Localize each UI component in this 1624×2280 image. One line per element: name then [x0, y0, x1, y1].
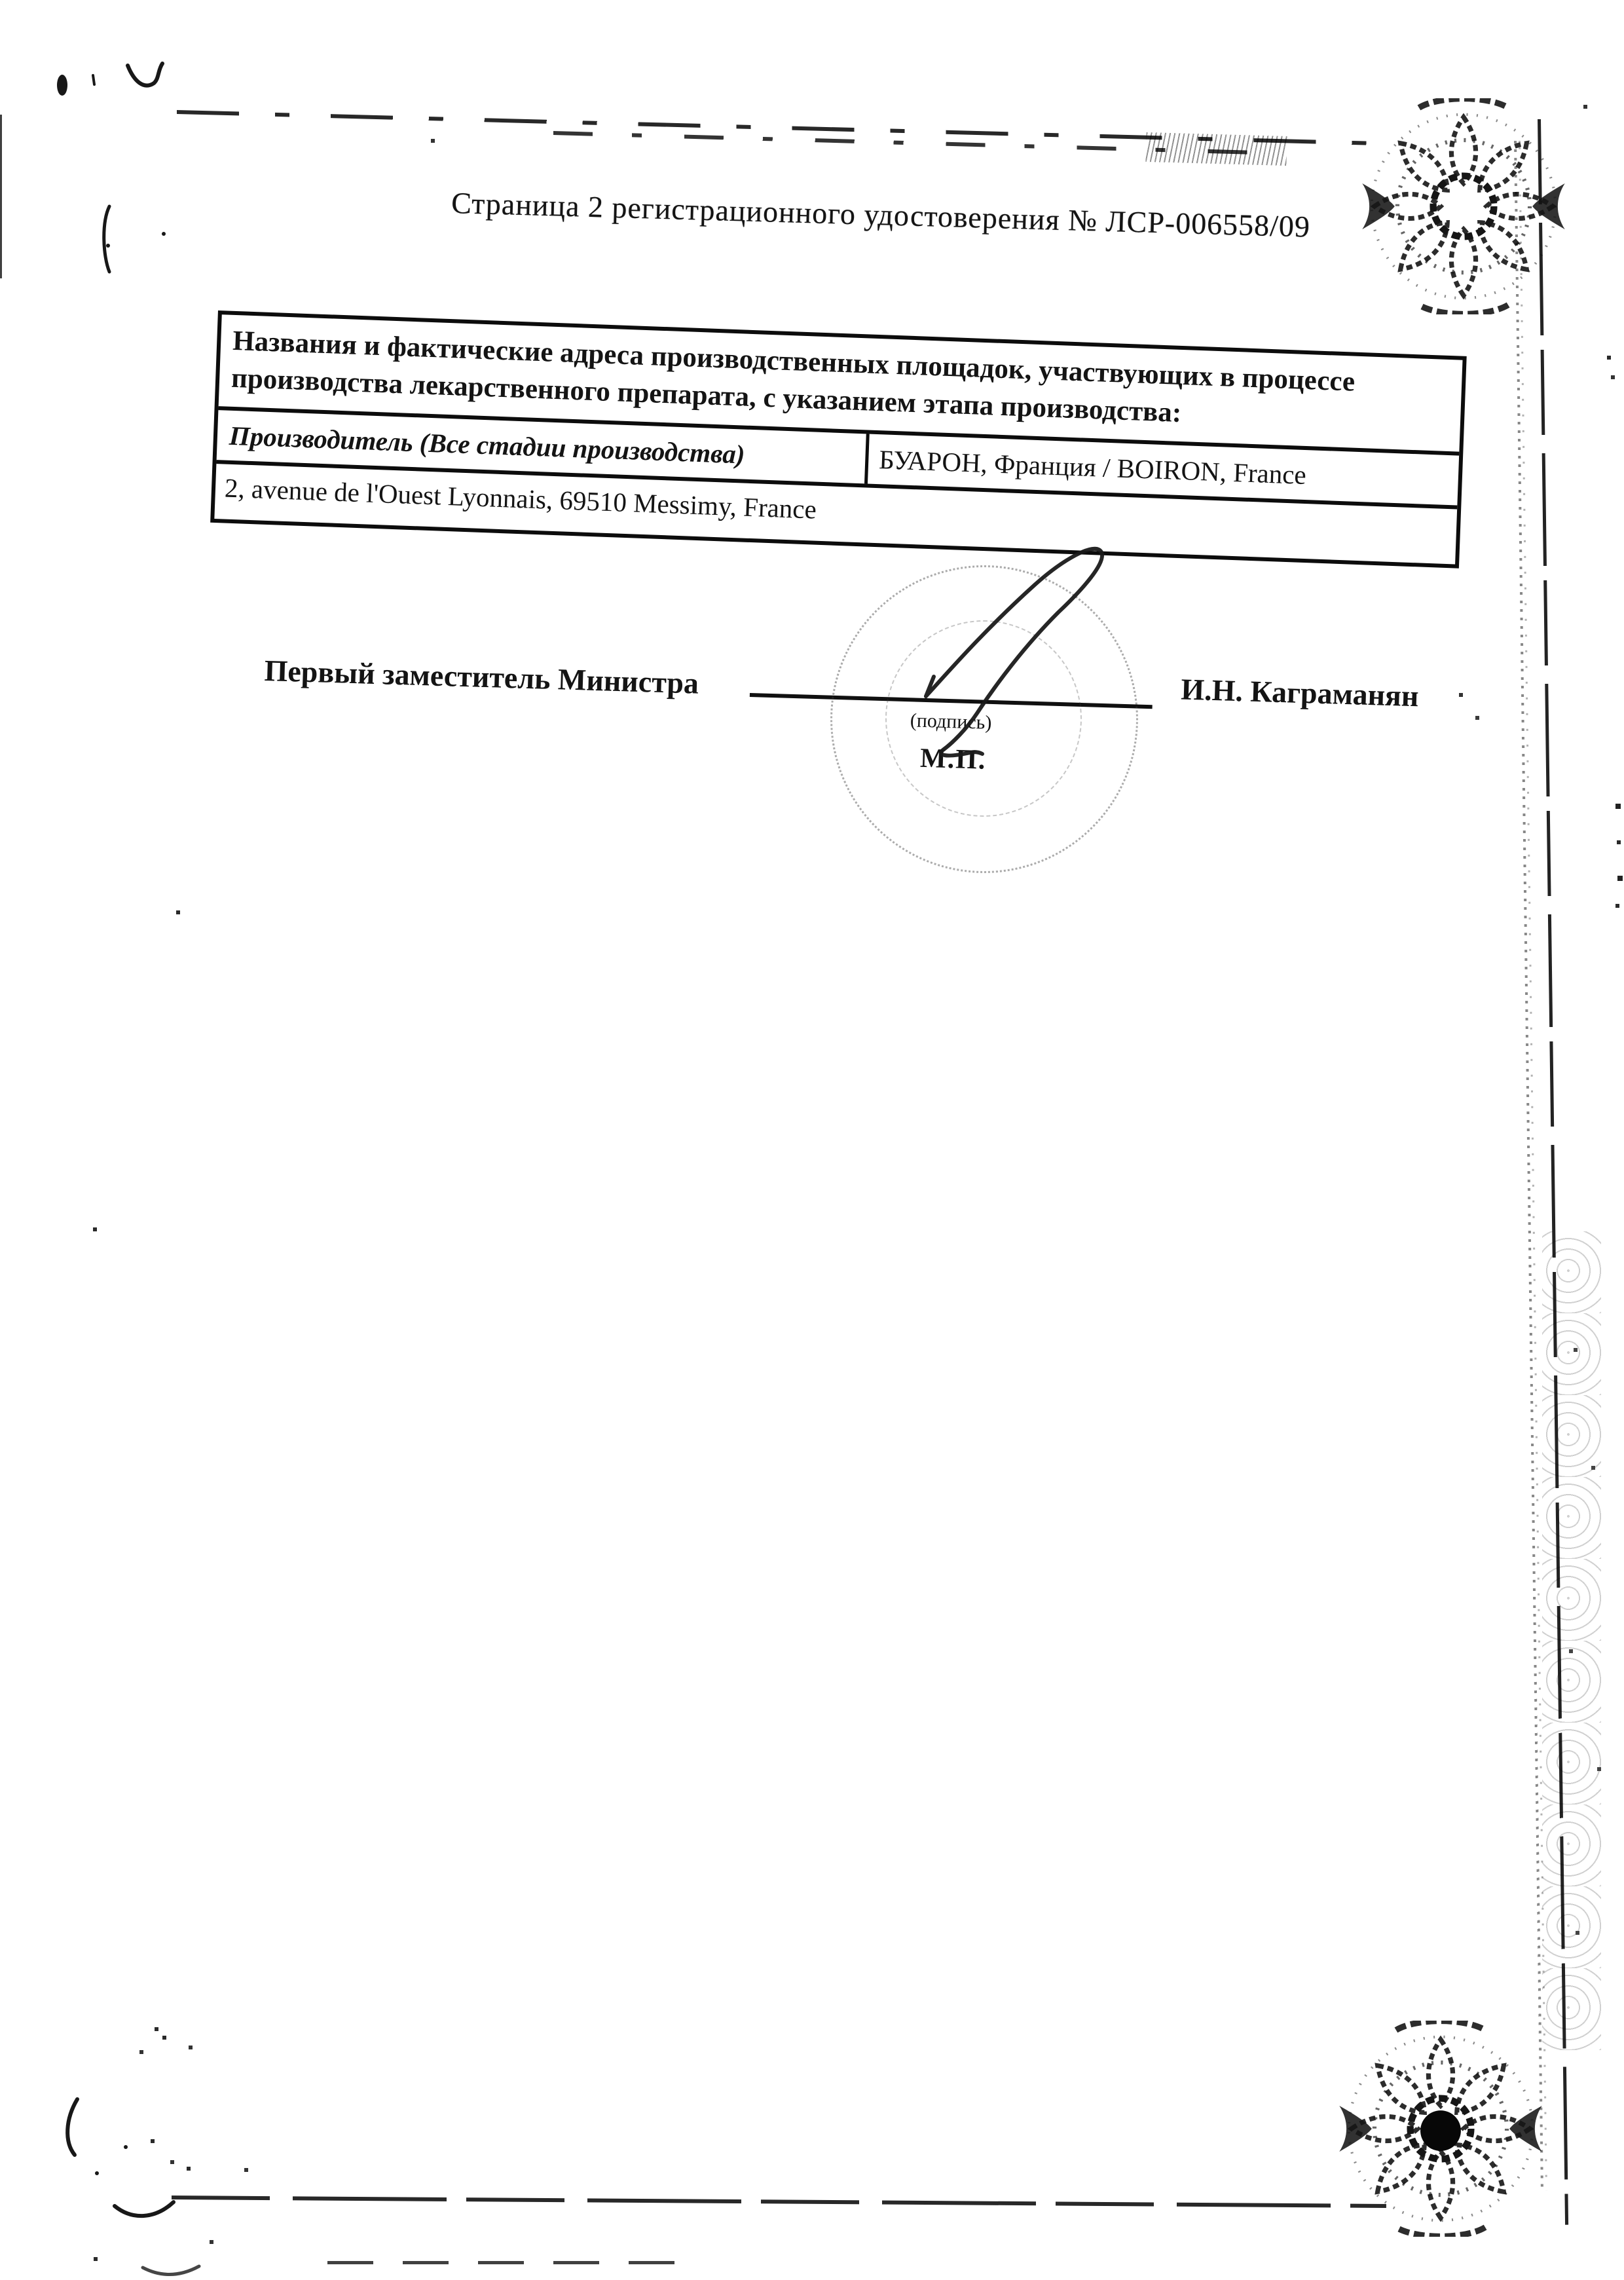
signatory-name: И.Н. Каграманян: [1180, 672, 1420, 713]
scan-specks: [0, 0, 1, 1]
signatory-role: Первый заместитель Министра: [263, 653, 699, 700]
handwritten-signature-icon: [904, 534, 1126, 770]
table-header: Названия и фактические адреса производственных площадок, участвующих в процессе производства лекарственного препарата, с указанием этапа производства:: [218, 314, 1462, 455]
manufacturing-sites-table: [210, 310, 1467, 568]
scan-dash-bottom-edge: [327, 2261, 694, 2264]
top-left-scan-marks-icon: [36, 49, 232, 285]
signature-caption: (подпись): [910, 709, 992, 734]
left-edge-line: [0, 115, 2, 278]
bottom-left-scan-marks-icon: [59, 2089, 229, 2280]
punch-hole-icon: [1420, 2110, 1461, 2151]
scan-noise-blob: [1145, 132, 1287, 166]
producer-name-cell: БУАРОН, Франция / BOIRON, France: [878, 443, 1307, 490]
faded-guilloche-chain: [1542, 1231, 1601, 2050]
producer-stage-cell: Производитель (Все стадии производства): [217, 410, 870, 483]
page-title: Страница 2 регистрационного удостоверения № ЛСР-006558/09: [451, 185, 1311, 244]
producer-address-cell: 2, avenue de l'Ouest Lyonnais, 69510 Messimy, France: [224, 472, 817, 525]
scan-dash-line-bottom: [172, 2196, 1386, 2208]
seal-place-label: М.П.: [919, 743, 987, 776]
